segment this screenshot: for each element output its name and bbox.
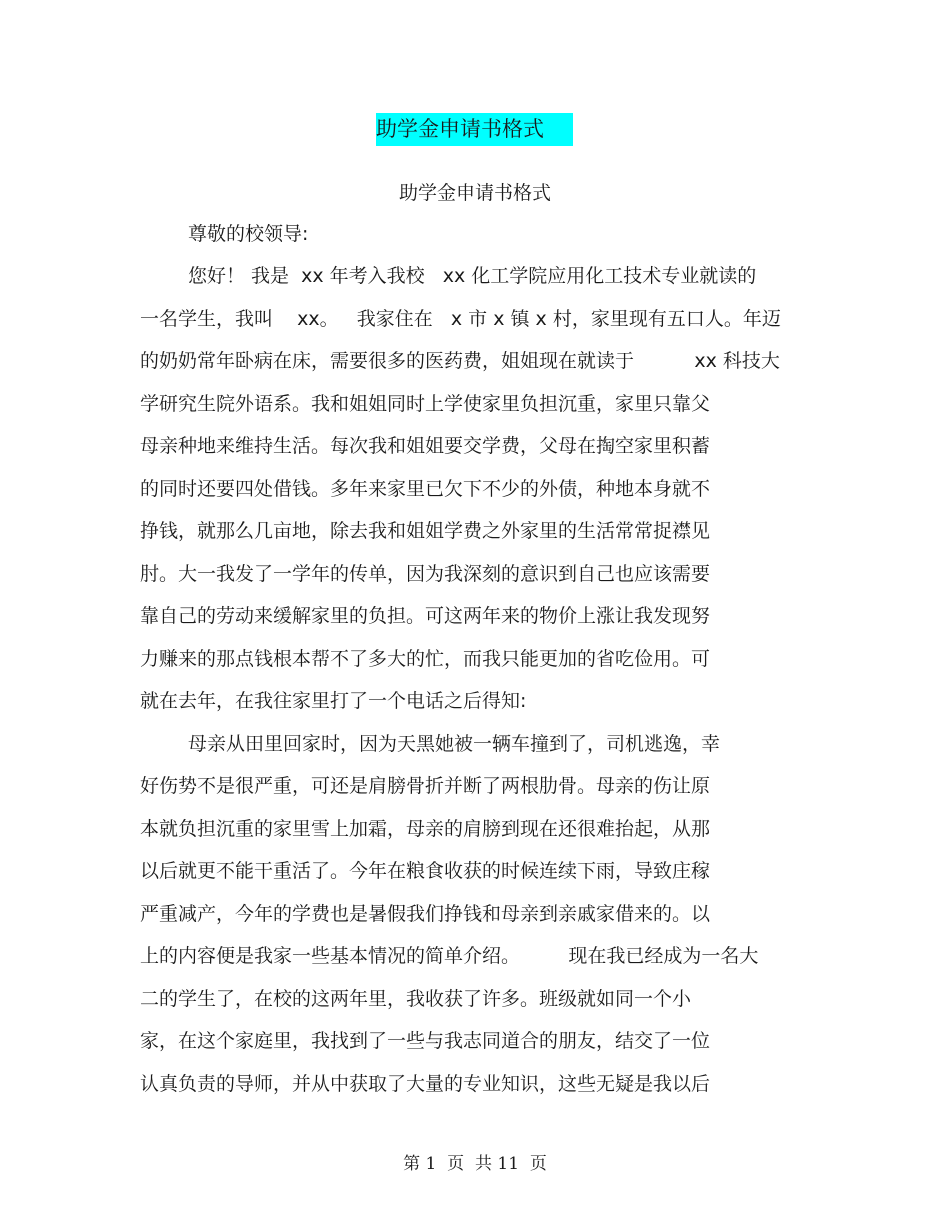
- body-line: 好伤势不是很严重，可还是肩膀骨折并断了两根肋骨。母亲的伤让原: [140, 775, 711, 797]
- page-footer: 第 1 页 共 11 页: [403, 1154, 547, 1174]
- body-line: 以后就更不能干重活了。今年在粮食收获的时候连续下雨，导致庄稼: [140, 860, 711, 882]
- document-subtitle: 助学金申请书格式: [398, 182, 551, 204]
- body-line: 一名学生，我叫 xx。 我家住在 x 市 x 镇 x 村，家里现有五口人。年迈: [140, 308, 781, 330]
- body-line: 的同时还要四处借钱。多年来家里已欠下不少的外债，种地本身就不: [140, 478, 711, 500]
- body-line: 本就负担沉重的家里雪上加霜，母亲的肩膀到现在还很难抬起，从那: [140, 818, 711, 840]
- body-line: 就在去年，在我往家里打了一个电话之后得知:: [140, 690, 527, 712]
- body-line: 的奶奶常年卧病在床，需要很多的医药费，姐姐现在就读于 xx 科技大: [140, 350, 780, 372]
- body-line: 上的内容便是我家一些基本情况的简单介绍。 现在我已经成为一名大: [140, 945, 759, 967]
- body-line: 您好！ 我是 xx 年考入我校 xx 化工学院应用化工技术专业就读的: [188, 265, 757, 287]
- document-title: 助学金申请书格式: [376, 113, 573, 146]
- body-line: 挣钱，就那么几亩地，除去我和姐姐学费之外家里的生活常常捉襟见: [140, 520, 711, 542]
- body-line: 二的学生了，在校的这两年里，我收获了许多。班级就如同一个小: [140, 988, 692, 1010]
- body-line: 力赚来的那点钱根本帮不了多大的忙，而我只能更加的省吃俭用。可: [140, 648, 711, 670]
- body-line: 家，在这个家庭里，我找到了一些与我志同道合的朋友，结交了一位: [140, 1030, 711, 1052]
- body-line: 靠自己的劳动来缓解家里的负担。可这两年来的物价上涨让我发现努: [140, 605, 711, 627]
- body-line: 肘。大一我发了一学年的传单，因为我深刻的意识到自己也应该需要: [140, 563, 711, 585]
- body-line: 认真负责的导师，并从中获取了大量的专业知识，这些无疑是我以后: [140, 1073, 711, 1095]
- body-line: 学研究生院外语系。我和姐姐同时上学使家里负担沉重，家里只靠父: [140, 393, 711, 415]
- body-line: 母亲种地来维持生活。每次我和姐姐要交学费，父母在掏空家里积蓄: [140, 435, 711, 457]
- body-line: 母亲从田里回家时，因为天黑她被一辆车撞到了，司机逃逸，幸: [188, 733, 721, 755]
- body-line: 严重减产，今年的学费也是暑假我们挣钱和母亲到亲戚家借来的。以: [140, 903, 711, 925]
- salutation: 尊敬的校领导:: [188, 223, 309, 245]
